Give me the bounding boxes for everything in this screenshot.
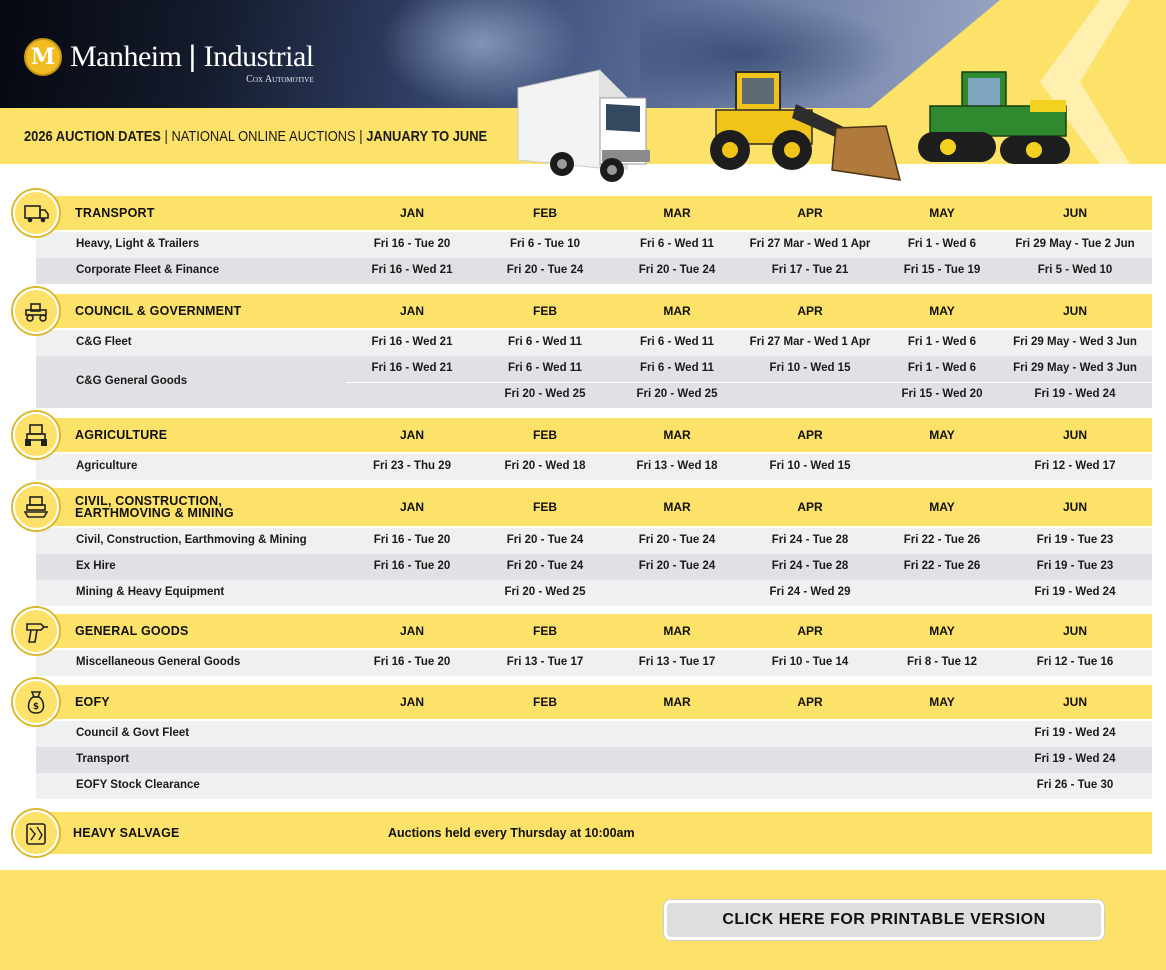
salvage-badge <box>13 810 59 856</box>
row-label: C&G General Goods <box>76 375 188 387</box>
auction-date-cell: Fri 19 - Wed 24 <box>1034 388 1116 400</box>
auction-date-cell: Fri 12 - Tue 16 <box>1036 656 1114 668</box>
month-header-jan: JAN <box>399 304 424 318</box>
tractor-mower-icon <box>21 296 51 326</box>
table-row <box>36 721 1152 747</box>
auction-date-cell: Fri 27 Mar - Wed 1 Apr <box>749 238 871 250</box>
row-label: Transport <box>76 753 130 765</box>
auction-date-cell: Fri 16 - Tue 20 <box>373 560 451 572</box>
auction-date-cell: Fri 20 - Wed 18 <box>504 460 586 472</box>
auction-date-cell: Fri 29 May - Tue 2 Jun <box>1015 238 1135 250</box>
auction-date-cell: Fri 29 May - Wed 3 Jun <box>1013 336 1137 348</box>
truck-icon <box>21 198 51 228</box>
money-bag-badge <box>13 679 59 725</box>
month-header-mar: MAR <box>663 500 691 514</box>
table-row <box>36 773 1152 799</box>
category-title-line: CIVIL, CONSTRUCTION, <box>75 494 223 508</box>
auction-date-cell: Fri 19 - Wed 24 <box>1034 727 1116 739</box>
auction-date-cell: Fri 24 - Wed 29 <box>769 586 851 598</box>
month-header-apr: APR <box>797 304 823 318</box>
auction-date-cell: Fri 27 Mar - Wed 1 Apr <box>749 336 871 348</box>
row-label: Ex Hire <box>76 560 116 572</box>
auction-date-cell: Fri 13 - Tue 17 <box>506 656 584 668</box>
auction-date-cell: Fri 22 - Tue 26 <box>903 534 981 546</box>
row-label: EOFY Stock Clearance <box>76 779 200 791</box>
row-label: Agriculture <box>76 460 138 472</box>
auction-date-cell: Fri 20 - Wed 25 <box>504 586 586 598</box>
auction-date-cell: Fri 20 - Tue 24 <box>638 264 716 276</box>
month-header-jun: JUN <box>1062 304 1087 318</box>
row-divider <box>346 382 1152 383</box>
manheim-logo-mark: M <box>24 38 62 76</box>
month-header-may: MAY <box>929 624 955 638</box>
header-banner <box>0 0 1166 192</box>
auction-date-cell: Fri 1 - Wed 6 <box>907 238 977 250</box>
auction-date-cell: Fri 10 - Wed 15 <box>769 362 851 374</box>
printable-version-button[interactable]: CLICK HERE FOR PRINTABLE VERSION <box>664 900 1104 940</box>
salvage-schedule-note: Auctions held every Thursday at 10:00am <box>388 826 635 840</box>
month-header-mar: MAR <box>663 304 691 318</box>
tractor-icon <box>21 420 51 450</box>
auction-date-cell: Fri 20 - Tue 24 <box>506 560 584 572</box>
month-header-jan: JAN <box>399 206 424 220</box>
month-header-jan: JAN <box>399 428 424 442</box>
auction-date-cell: Fri 16 - Tue 20 <box>373 238 451 250</box>
auction-date-cell: Fri 13 - Tue 17 <box>638 656 716 668</box>
svg-text:$: $ <box>32 702 40 712</box>
auction-date-cell: Fri 6 - Wed 11 <box>640 362 714 374</box>
month-header-may: MAY <box>929 206 955 220</box>
category-title-eofy: EOFY <box>75 695 110 709</box>
table-row <box>36 747 1152 773</box>
auction-date-cell: Fri 6 - Wed 11 <box>640 238 714 250</box>
auction-date-cell: Fri 10 - Tue 14 <box>771 656 849 668</box>
month-header-apr: APR <box>797 428 823 442</box>
month-header-jun: JUN <box>1062 624 1087 638</box>
auction-date-cell: Fri 20 - Tue 24 <box>638 560 716 572</box>
auction-date-cell: Fri 1 - Wed 6 <box>907 362 977 374</box>
bulldozer-icon <box>21 492 51 522</box>
month-header-jan: JAN <box>399 624 424 638</box>
truck-badge <box>13 190 59 236</box>
month-header-mar: MAR <box>663 428 691 442</box>
month-header-may: MAY <box>929 304 955 318</box>
auction-date-cell: Fri 15 - Tue 19 <box>903 264 981 276</box>
auction-date-cell: Fri 29 May - Wed 3 Jun <box>1013 362 1137 374</box>
row-label: C&G Fleet <box>76 336 132 348</box>
auction-date-cell: Fri 16 - Wed 21 <box>371 264 453 276</box>
auction-date-cell: Fri 19 - Tue 23 <box>1036 534 1114 546</box>
auction-date-cell: Fri 12 - Wed 17 <box>1034 460 1116 472</box>
month-header-feb: FEB <box>533 624 557 638</box>
row-label: Mining & Heavy Equipment <box>76 586 225 598</box>
auction-date-cell: Fri 19 - Tue 23 <box>1036 560 1114 572</box>
auction-date-cell: Fri 1 - Wed 6 <box>907 336 977 348</box>
title-subtitle: NATIONAL ONLINE AUCTIONS <box>171 128 356 145</box>
auction-date-cell: Fri 16 - Wed 21 <box>371 336 453 348</box>
month-header-jun: JUN <box>1062 206 1087 220</box>
row-label: Corporate Fleet & Finance <box>76 264 220 276</box>
month-header-mar: MAR <box>663 206 691 220</box>
bulldozer-badge <box>13 484 59 530</box>
auction-date-cell: Fri 20 - Wed 25 <box>636 388 718 400</box>
auction-date-cell: Fri 6 - Wed 11 <box>508 362 582 374</box>
drill-icon <box>21 616 51 646</box>
month-header-apr: APR <box>797 695 823 709</box>
drill-badge <box>13 608 59 654</box>
month-header-feb: FEB <box>533 428 557 442</box>
month-header-feb: FEB <box>533 304 557 318</box>
auction-date-cell: Fri 24 - Tue 28 <box>771 560 849 572</box>
auction-date-cell: Fri 26 - Tue 30 <box>1036 779 1114 791</box>
page-title: 2026 AUCTION DATES | NATIONAL ONLINE AUCTIONS | JANUARY TO JUNE <box>24 128 488 145</box>
auction-date-cell: Fri 6 - Tue 10 <box>509 238 581 250</box>
month-header-jun: JUN <box>1062 695 1087 709</box>
month-header-apr: APR <box>797 624 823 638</box>
brand-division: Industrial <box>203 40 314 73</box>
month-header-may: MAY <box>929 695 955 709</box>
row-label: Heavy, Light & Trailers <box>76 238 200 250</box>
auction-date-cell: Fri 8 - Tue 12 <box>906 656 978 668</box>
auction-date-cell: Fri 13 - Wed 18 <box>636 460 718 472</box>
title-range: JANUARY TO JUNE <box>366 128 488 145</box>
month-header-may: MAY <box>929 500 955 514</box>
month-header-jan: JAN <box>399 695 424 709</box>
month-header-apr: APR <box>797 500 823 514</box>
parent-brand: Cox Automotive <box>246 74 314 85</box>
row-label: Miscellaneous General Goods <box>76 656 241 668</box>
category-title-council: COUNCIL & GOVERNMENT <box>75 304 242 318</box>
month-header-jun: JUN <box>1062 500 1087 514</box>
month-header-feb: FEB <box>533 206 557 220</box>
money-bag-icon <box>21 687 51 717</box>
row-label: Civil, Construction, Earthmoving & Mining <box>76 534 307 546</box>
tractor-mower-badge <box>13 288 59 334</box>
auction-date-cell: Fri 20 - Tue 24 <box>638 534 716 546</box>
brand-name: Manheim <box>70 40 182 73</box>
auction-date-cell: Fri 23 - Thu 29 <box>373 460 451 472</box>
tractor-badge <box>13 412 59 458</box>
auction-date-cell: Fri 5 - Wed 10 <box>1037 264 1113 276</box>
auction-date-cell: Fri 22 - Tue 26 <box>903 560 981 572</box>
month-header-mar: MAR <box>663 624 691 638</box>
month-header-apr: APR <box>797 206 823 220</box>
month-header-jun: JUN <box>1062 428 1087 442</box>
auction-date-cell: Fri 10 - Wed 15 <box>769 460 851 472</box>
auction-date-cell: Fri 16 - Tue 20 <box>373 656 451 668</box>
month-header-may: MAY <box>929 428 955 442</box>
category-title-salvage: HEAVY SALVAGE <box>73 826 180 840</box>
auction-date-cell: Fri 20 - Tue 24 <box>506 264 584 276</box>
category-title-transport: TRANSPORT <box>75 206 155 220</box>
category-title-civil <box>75 495 234 519</box>
auction-date-cell: Fri 20 - Tue 24 <box>506 534 584 546</box>
auction-date-cell: Fri 19 - Wed 24 <box>1034 753 1116 765</box>
salvage-icon <box>21 818 51 848</box>
auction-date-cell: Fri 20 - Wed 25 <box>504 388 586 400</box>
month-header-jan: JAN <box>399 500 424 514</box>
auction-date-cell: Fri 6 - Wed 11 <box>508 336 582 348</box>
auction-date-cell: Fri 15 - Wed 20 <box>901 388 983 400</box>
month-header-feb: FEB <box>533 500 557 514</box>
auction-date-cell: Fri 19 - Wed 24 <box>1034 586 1116 598</box>
manheim-logo: M Manheim | Industrial Cox Automotive <box>24 38 314 76</box>
auction-date-cell: Fri 6 - Wed 11 <box>640 336 714 348</box>
auction-date-cell: Fri 17 - Tue 21 <box>771 264 849 276</box>
category-title-general: GENERAL GOODS <box>75 624 189 638</box>
category-title-line: EARTHMOVING & MINING <box>75 506 234 520</box>
auction-date-cell: Fri 16 - Tue 20 <box>373 534 451 546</box>
row-label: Council & Govt Fleet <box>76 727 190 739</box>
category-title-agriculture: AGRICULTURE <box>75 428 168 442</box>
month-header-feb: FEB <box>533 695 557 709</box>
month-header-mar: MAR <box>663 695 691 709</box>
title-year: 2026 AUCTION DATES <box>24 128 161 145</box>
auction-date-cell: Fri 24 - Tue 28 <box>771 534 849 546</box>
auction-date-cell: Fri 16 - Wed 21 <box>371 362 453 374</box>
